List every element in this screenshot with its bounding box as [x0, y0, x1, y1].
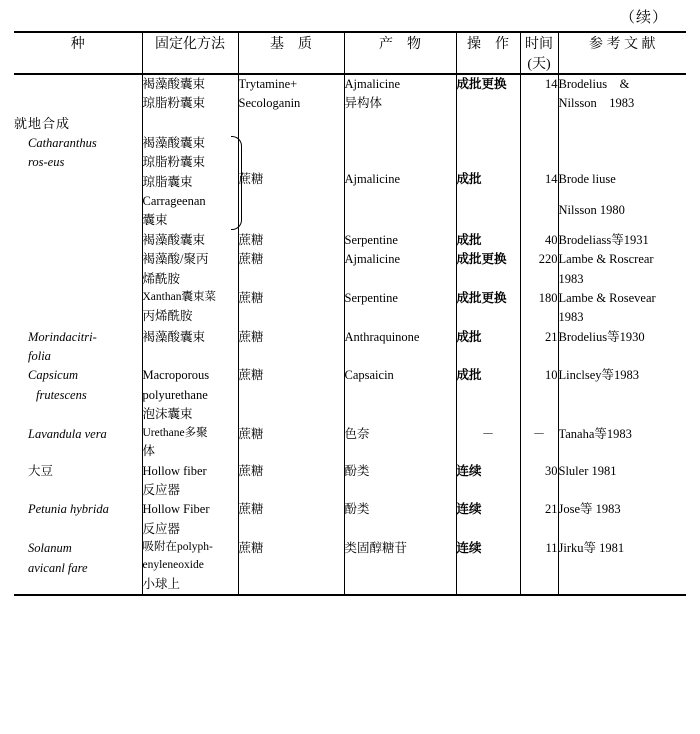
cell-operation [456, 289, 520, 328]
cell-time [520, 328, 558, 367]
operation-line: 成批 [456, 171, 482, 186]
product-line: 酚类 [344, 463, 370, 478]
spacer [142, 114, 238, 134]
time-value: 40 [545, 232, 558, 247]
cell-reference [558, 289, 686, 328]
operation-line: 成批更换 [456, 252, 507, 267]
product-line: Serpentine [344, 232, 398, 247]
cell-method [142, 250, 238, 289]
reference-line: Jose等 1983 [558, 502, 621, 517]
time-value: 11 [545, 541, 558, 556]
brace-bracket [231, 136, 242, 230]
cell-time [520, 462, 558, 501]
matrix-line: Secologanin [238, 96, 301, 111]
species-line: avicanl fare [28, 560, 88, 575]
method-line: Carrageenan [142, 194, 206, 209]
method-line: 反应器 [142, 521, 181, 536]
header-method: 固定化方法 [142, 32, 238, 74]
reference-line: Tanaha等1983 [558, 426, 632, 441]
cell-reference [558, 231, 686, 250]
reference-line: Jirku等 1981 [558, 541, 625, 556]
species-line: Catharanthus [28, 135, 97, 150]
header-reference: 参 考 文 献 [589, 37, 656, 52]
operation-line: 成批更换 [456, 290, 507, 305]
cell-operation [456, 539, 520, 595]
method-line: Macroporous [142, 368, 210, 383]
cell-product [344, 134, 456, 231]
cell-matrix [238, 539, 344, 595]
cell-matrix [238, 425, 344, 462]
cell-product [344, 539, 456, 595]
method-line: Xanthan囊束菜 [142, 290, 216, 303]
time-value: 21 [545, 329, 558, 344]
reference-line: Lambe & Rosevear [558, 290, 656, 305]
spacer [558, 114, 686, 134]
matrix-line: 蔗糖 [238, 426, 264, 441]
reference-line: Lambe & Roscrear [558, 252, 654, 267]
cell-operation [456, 250, 520, 289]
table-row [14, 539, 686, 595]
cell-method [142, 366, 238, 424]
product-line: Capsaicin [344, 368, 394, 383]
header-product: 产 物 [344, 32, 456, 74]
cell-method [142, 74, 238, 114]
matrix-line: 蔗糖 [238, 502, 264, 517]
cell-product [344, 231, 456, 250]
matrix-line: Trytamine+ [238, 77, 298, 91]
operation-line: 成批 [456, 368, 482, 383]
cell-product [344, 366, 456, 424]
cell-product [344, 74, 456, 114]
method-line: 褐藻酸囊束 [142, 329, 206, 344]
cell-species [14, 74, 142, 114]
product-line: Serpentine [344, 290, 398, 305]
cell-product [344, 425, 456, 462]
cell-time [520, 74, 558, 114]
cell-operation [456, 366, 520, 424]
cell-reference [558, 134, 686, 231]
method-line: 琼脂囊束 [142, 174, 193, 189]
continued-label: （续） [619, 10, 668, 26]
species-line: ros-eus [28, 155, 65, 170]
reference-line: 1983 [558, 310, 584, 325]
cell-operation [456, 134, 520, 231]
spacer [238, 114, 344, 134]
cell-time [520, 134, 558, 231]
cell-method [142, 425, 238, 462]
table-row [14, 289, 686, 328]
species-line: frutescens [36, 387, 87, 402]
reference-line: Linclsey等1983 [558, 368, 640, 383]
cell-reference [558, 500, 686, 539]
method-line: Hollow Fiber [142, 502, 210, 517]
reference-line: Nilsson 1983 [558, 96, 635, 111]
operation-line: 成批更换 [456, 77, 507, 91]
cell-time [520, 500, 558, 539]
matrix-line: 蔗糖 [238, 329, 264, 344]
table-row [14, 74, 686, 114]
time-value: 220 [538, 252, 558, 267]
cell-matrix [238, 74, 344, 114]
header-species: 种 [70, 37, 85, 52]
method-line: 泡沫囊束 [142, 407, 193, 422]
cell-time [520, 250, 558, 289]
table-row [14, 500, 686, 539]
cell-time [520, 231, 558, 250]
cell-matrix [238, 289, 344, 328]
method-line: 褐藻酸囊束 [142, 232, 206, 247]
matrix-line: 蔗糖 [238, 232, 264, 247]
cell-species [14, 289, 142, 328]
cell-product [344, 328, 456, 367]
cell-matrix [238, 134, 344, 231]
cell-product [344, 462, 456, 501]
cell-product [344, 500, 456, 539]
matrix-line: 蔗糖 [238, 171, 264, 186]
cell-time [520, 289, 558, 328]
reference-line: Nilsson 1980 [558, 203, 625, 218]
cell-matrix [238, 231, 344, 250]
header-matrix: 基 质 [238, 32, 344, 74]
product-line: 异构体 [344, 96, 383, 111]
matrix-line: 蔗糖 [238, 252, 264, 267]
cell-species [14, 539, 142, 595]
cell-matrix [238, 500, 344, 539]
cell-operation [456, 231, 520, 250]
cell-method [142, 328, 238, 367]
cell-reference [558, 425, 686, 462]
cell-species [14, 500, 142, 539]
operation-line: 连续 [456, 463, 482, 478]
spacer [456, 114, 520, 134]
product-line: 类固醇糖苷 [344, 541, 408, 556]
operation-line: 成批 [456, 329, 482, 344]
cell-species [14, 231, 142, 250]
table-row [14, 134, 686, 231]
product-line: 色奈 [344, 426, 370, 441]
product-line: Ajmalicine [344, 77, 401, 91]
table-row [14, 366, 686, 424]
reference-line: 1983 [558, 271, 584, 286]
table-row [14, 250, 686, 289]
group-label-row [14, 114, 686, 134]
table-row [14, 462, 686, 501]
cell-reference [558, 366, 686, 424]
spacer [344, 114, 456, 134]
cell-operation [456, 328, 520, 367]
time-value: 14 [545, 77, 558, 91]
method-line: 小球上 [142, 576, 181, 591]
operation-line: 连续 [456, 541, 482, 556]
cell-operation [456, 74, 520, 114]
time-value: 180 [538, 290, 558, 305]
cell-product [344, 289, 456, 328]
method-line: enyleneoxide [142, 559, 204, 572]
species-line: Petunia hybrida [28, 502, 109, 517]
matrix-line: 蔗糖 [238, 541, 264, 556]
reference-line: Brodelius等1930 [558, 329, 645, 344]
spacer [520, 114, 558, 134]
species-line: Solanum [28, 541, 72, 556]
data-table [14, 31, 686, 596]
cell-reference [558, 74, 686, 114]
cell-operation [456, 462, 520, 501]
cell-matrix [238, 366, 344, 424]
method-line: 丙烯酰胺 [142, 308, 193, 323]
cell-matrix [238, 250, 344, 289]
method-line: 褐藻酸囊束 [142, 77, 206, 91]
header-operation: 操 作 [456, 32, 520, 74]
species-line: Morindacitri- [28, 329, 97, 344]
cell-time [520, 425, 558, 462]
cell-reference [558, 328, 686, 367]
cell-species [14, 462, 142, 501]
cell-method [142, 289, 238, 328]
reference-line: Sluler 1981 [558, 463, 617, 478]
cell-matrix [238, 462, 344, 501]
cell-method [142, 231, 238, 250]
cell-reference [558, 539, 686, 595]
cell-method [142, 539, 238, 595]
table-row [14, 231, 686, 250]
method-line: polyurethane [142, 387, 208, 402]
cell-reference [558, 462, 686, 501]
species-line: Lavandula vera [28, 426, 107, 441]
cell-species [14, 425, 142, 462]
time-value: 21 [545, 502, 558, 517]
cell-matrix [238, 328, 344, 367]
reference-line: Brode liuse [558, 171, 616, 186]
method-line: 体 [142, 444, 156, 459]
time-value: － [532, 426, 546, 441]
cell-species [14, 366, 142, 424]
method-line: 反应器 [142, 483, 181, 498]
cell-method [142, 134, 238, 231]
product-line: Ajmalicine [344, 171, 401, 186]
reference-line: Brodelius & [558, 77, 630, 91]
table-header-row [14, 32, 686, 74]
cell-product [344, 250, 456, 289]
cell-group-label [14, 114, 142, 134]
operation-line: 连续 [456, 502, 482, 517]
operation-line: － [481, 426, 495, 441]
method-line: 琼脂粉囊束 [142, 155, 206, 170]
operation-line: 成批 [456, 232, 482, 247]
matrix-line: 蔗糖 [238, 463, 264, 478]
cell-species [14, 328, 142, 367]
time-value: 10 [545, 368, 558, 383]
table-row [14, 425, 686, 462]
method-line: 吸附在polyph- [142, 541, 213, 554]
time-value: 14 [545, 171, 558, 186]
product-line: Anthraquinone [344, 329, 420, 344]
product-line: 酚类 [344, 502, 370, 517]
method-line: 烯酰胺 [142, 271, 181, 286]
table-row [14, 328, 686, 367]
cell-reference [558, 250, 686, 289]
matrix-line: 蔗糖 [238, 290, 264, 305]
cell-operation [456, 425, 520, 462]
cell-time [520, 366, 558, 424]
method-line: 褐藻酸囊束 [142, 135, 206, 150]
product-line: Ajmalicine [344, 252, 401, 267]
species-line: 大豆 [28, 463, 54, 478]
cell-time [520, 539, 558, 595]
matrix-line: 蔗糖 [238, 368, 264, 383]
species-line: Capsicum [28, 368, 78, 383]
cell-method [142, 500, 238, 539]
cell-species [14, 250, 142, 289]
reference-line: Brodeliass等1931 [558, 232, 649, 247]
cell-method [142, 462, 238, 501]
method-line: Urethane多聚 [142, 426, 208, 439]
group-label: 就地合成 [14, 115, 71, 131]
species-line: folia [28, 349, 51, 364]
cell-species [14, 134, 142, 231]
cell-operation [456, 500, 520, 539]
method-line: 囊束 [142, 213, 168, 228]
method-line: 琼脂粉囊束 [142, 96, 206, 111]
method-line: 褐藻酸/聚丙 [142, 252, 209, 267]
header-time: 时间(天) [520, 32, 558, 74]
time-value: 30 [545, 463, 558, 478]
method-line: Hollow fiber [142, 463, 207, 478]
